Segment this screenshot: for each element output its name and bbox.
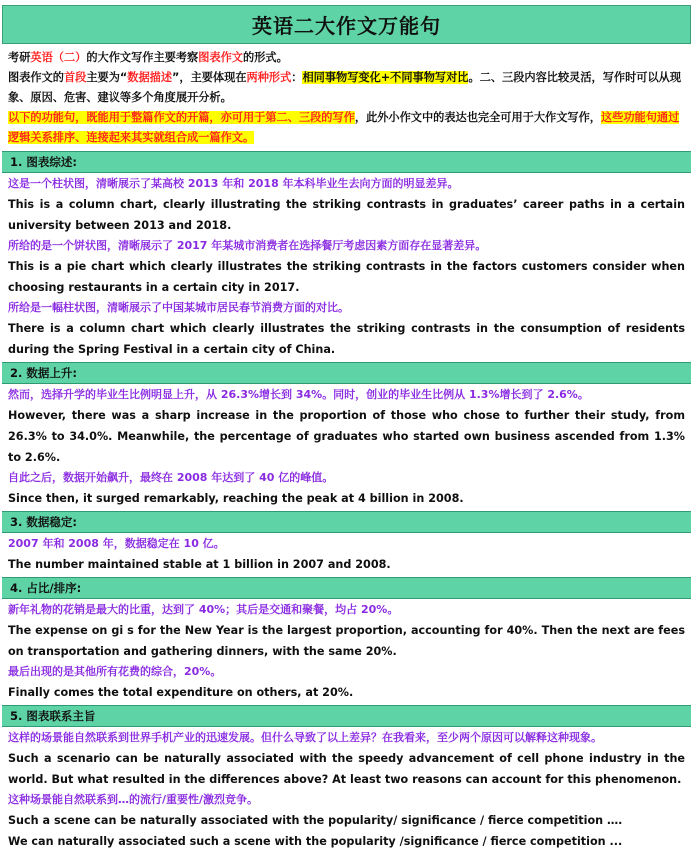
english-sentence: Such a scenario can be naturally associated with the speedy advancement of cell phone industry in the world. But what resulted in the diﬀerences above? At least two reasons can account for this phenomenon.	[8, 752, 685, 786]
section-heading: 4. 占比/排序:	[2, 577, 691, 599]
sections-container	[2, 151, 691, 853]
page-title: 英语二大作文万能句	[2, 5, 691, 44]
intro-highlight-red: 英语（二）	[30, 51, 87, 64]
english-sentence: We can naturally associated such a scene with the popularity /significance / fierce competition ...	[8, 835, 623, 848]
intro-text: 考研	[8, 51, 31, 64]
chinese-sentence: 然而，选择升学的毕业生比例明显上升，从 26.3%增长到 34%。同时，创业的毕业生比例从 1.3%增长到了 2.6%。	[8, 388, 589, 401]
intro-highlight-red: 首段	[63, 71, 87, 84]
section-body	[2, 173, 691, 361]
section-heading: 3. 数据稳定:	[2, 511, 691, 533]
english-sentence: There is a column chart which clearly illustrates the striking contrasts in the consumption of residents during the Spring Festival in a certain city of China.	[8, 322, 685, 356]
chinese-sentence: 新年礼物的花销是最大的比重，达到了 40%；其后是交通和聚餐，均占 20%。	[8, 603, 399, 616]
intro-text: ”，主要体现在	[172, 71, 247, 84]
intro-highlight-red-yellow: 以下的功能句，既能用于整篇作文的开篇，亦可用于第二、三段的写作	[8, 111, 355, 124]
intro-highlight-red: 图表作文	[198, 51, 243, 64]
english-sentence: However, there was a sharp increase in the proportion of those who chose to further their study, from 26.3% to 34.0%. Meanwhile, the percentage of graduates who started own business ascended from 1.3% to 2.6%.	[8, 409, 685, 464]
intro-text: 。二、三段内容比较灵活，写作时可以从现象、原因、危害、建议等多个角度展开分析。	[8, 71, 682, 104]
section-heading: 1. 图表综述:	[2, 151, 691, 173]
english-sentence: Such a scene can be naturally associated with the popularity/ significance / fierce competition ….	[8, 814, 623, 827]
chinese-sentence: 所给是一幅柱状图，清晰展示了中国某城市居民春节消费方面的对比。	[8, 301, 349, 314]
intro-paragraph-2	[8, 68, 685, 108]
intro-highlight-red: 数据描述	[127, 71, 173, 84]
english-sentence: This is a pie chart which clearly illustrates the striking contrasts in the factors customers consider when choosing restaurants in a certain city in 2017.	[8, 260, 685, 294]
section-heading: 2. 数据上升:	[2, 362, 691, 384]
intro-text: 的大作文写作主要考察	[86, 51, 199, 64]
chinese-sentence: 这是一个柱状图，清晰展示了某高校 2013 年和 2018 年本科毕业生去向方面的明显差异。	[8, 177, 459, 190]
intro-paragraph-3	[8, 108, 685, 148]
english-sentence: The expense on gi s for the New Year is the largest proportion, accounting for 40%. Then the next are fees on transportation and gathering dinners, with the same 20%.	[8, 624, 685, 658]
section-heading: 5. 图表联系主旨	[2, 705, 691, 727]
english-sentence: The number maintained stable at 1 billion in 2007 and 2008.	[8, 558, 391, 571]
intro-highlight-yellow: 相同事物写变化+不同事物写对比	[302, 71, 469, 84]
intro-text: ，此外小作文中的表达也完全可用于大作文写作，	[354, 111, 601, 124]
english-sentence: This is a column chart, clearly illustrating the striking contrasts in graduates’ career paths in a certain university between 2013 and 2018.	[8, 198, 685, 232]
intro-text: 图表作文的	[8, 71, 64, 84]
section-body	[2, 727, 691, 853]
chinese-sentence: 这样的场景能自然联系到世界手机产业的迅速发展。但什么导致了以上差异？在我看来，至少两个原因可以解释这种现象。	[8, 731, 602, 744]
english-sentence: Finally comes the total expenditure on others, at 20%.	[8, 686, 354, 699]
chinese-sentence: 2007 年和 2008 年，数据稳定在 10 亿。	[8, 537, 225, 550]
chinese-sentence: 所给的是一个饼状图，清晰展示了 2017 年某城市消费者在选择餐厅考虑因素方面存在显著差异。	[8, 239, 487, 252]
intro-highlight-red: 两种形式	[246, 71, 292, 84]
intro-highlight-red-yellow: 这些功能句通过逻辑关系排序、连接起来其实就组合成一篇作文。	[8, 111, 680, 144]
section-body	[2, 599, 691, 704]
intro-text: ：	[291, 71, 303, 84]
chinese-sentence: 这种场景能自然联系到…的流行/重要性/激烈竞争。	[8, 793, 259, 806]
chinese-sentence: 最后出现的是其他所有花费的综合，20%。	[8, 665, 222, 678]
chinese-sentence: 自此之后，数据开始飙升，最终在 2008 年达到了 40 亿的峰值。	[8, 471, 334, 484]
section-body	[2, 384, 691, 510]
intro-text: 的形式。	[243, 51, 288, 64]
section-body	[2, 533, 691, 576]
intro-block	[2, 44, 691, 150]
intro-paragraph-1	[8, 48, 685, 68]
intro-text: 主要为“	[86, 71, 128, 84]
english-sentence: Since then, it surged remarkably, reaching the peak at 4 billion in 2008.	[8, 492, 464, 505]
